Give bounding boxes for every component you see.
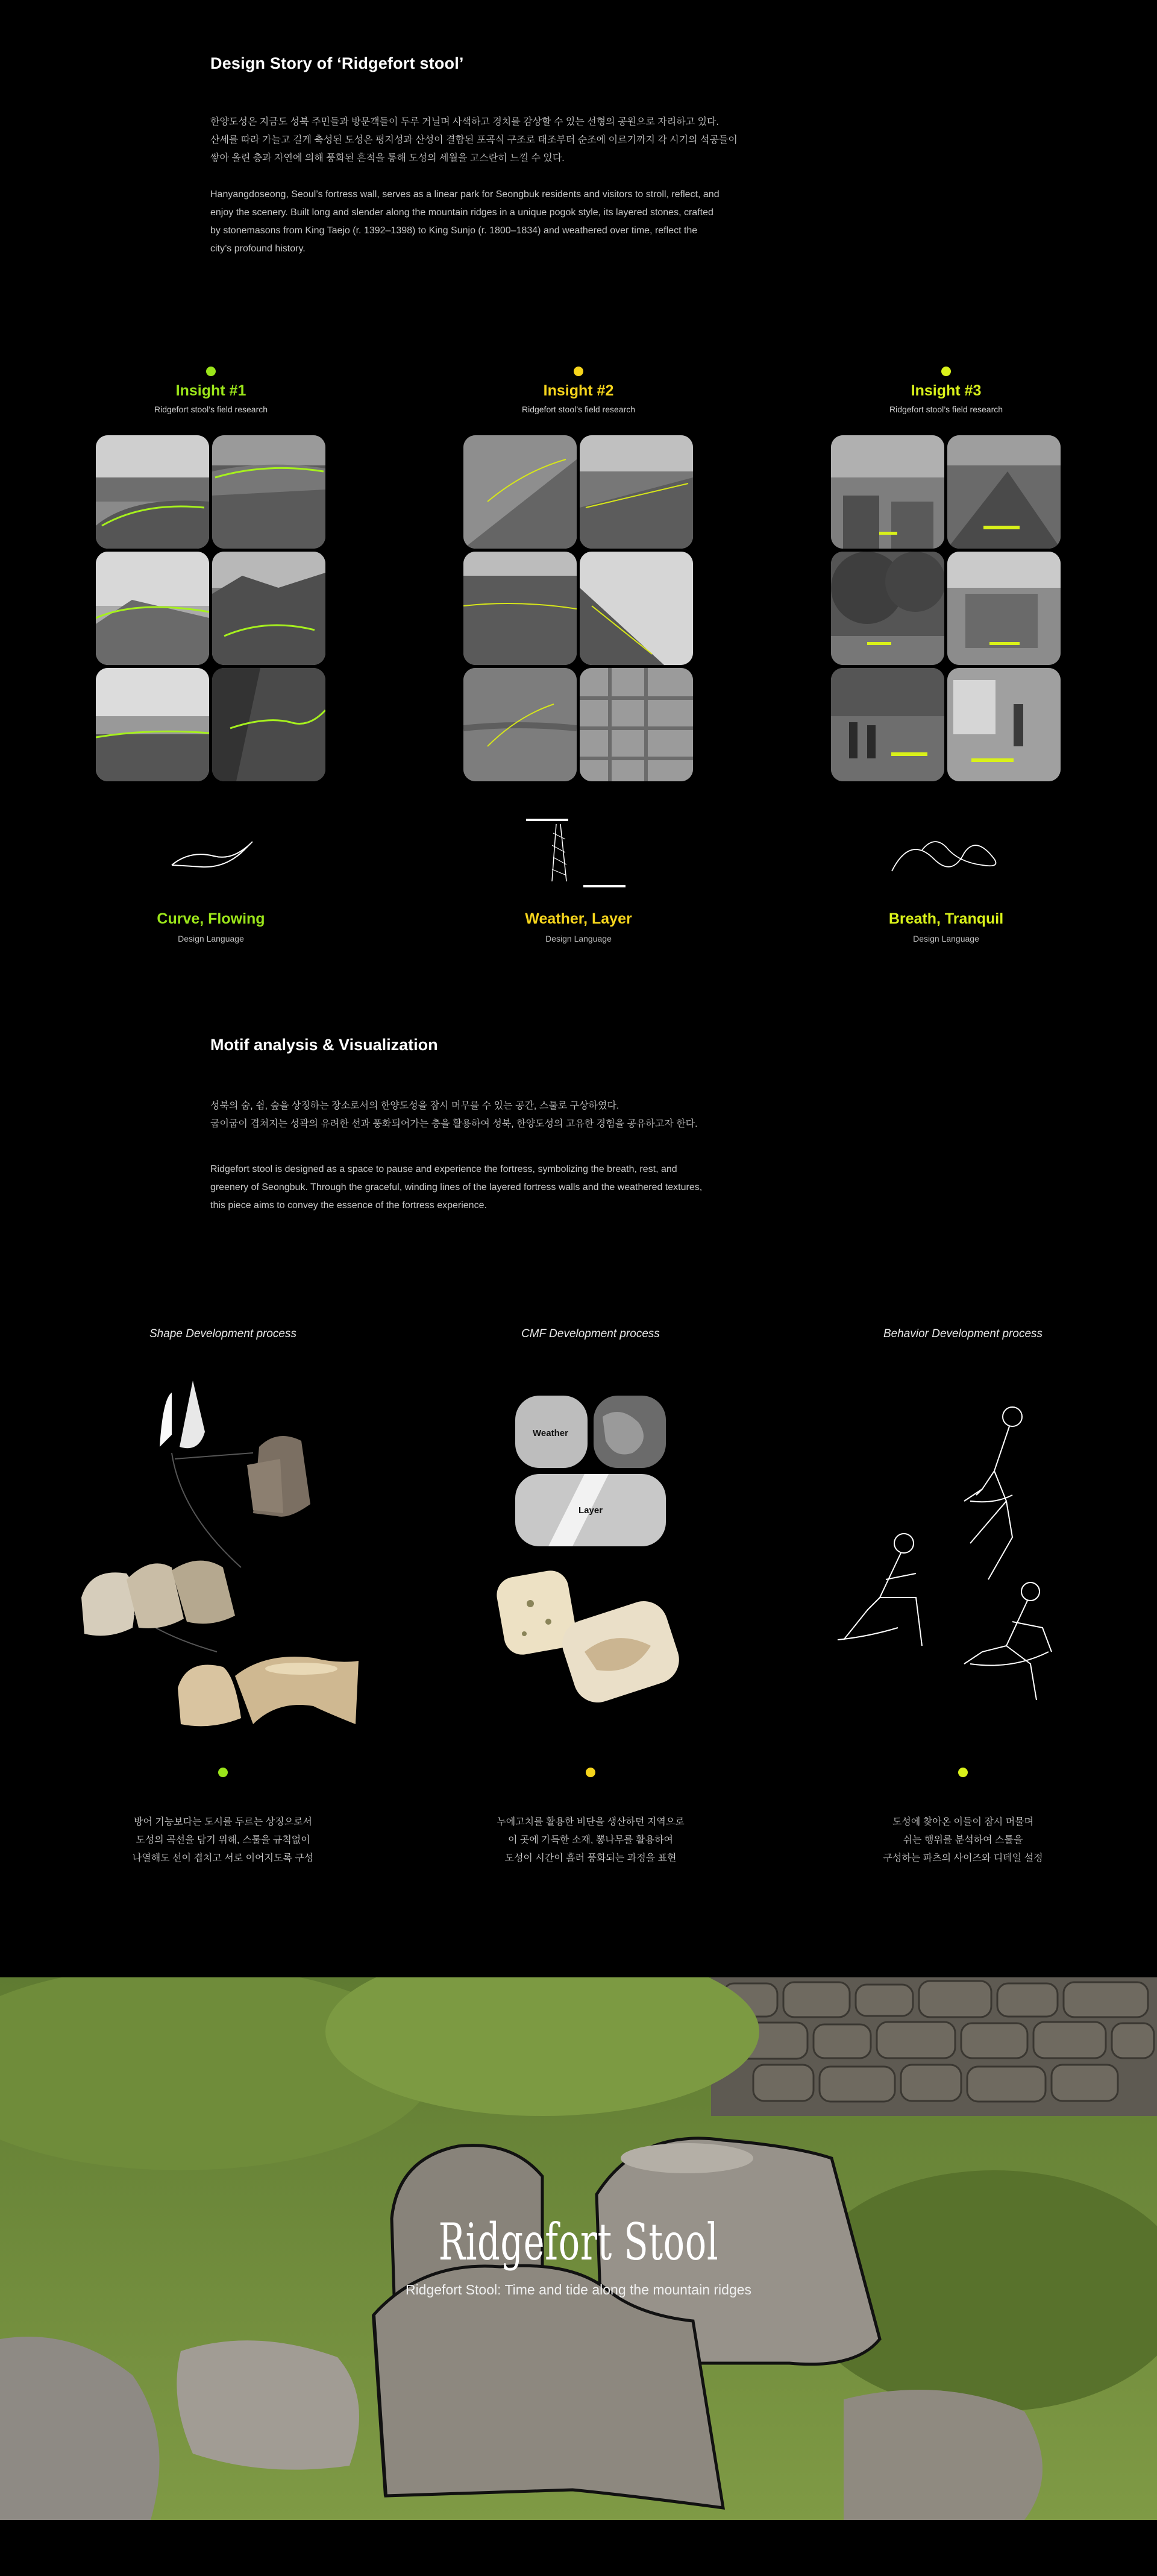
- breath-sketch-icon: [886, 823, 1006, 889]
- story-ko-line: 산세를 따라 가늘고 길게 축성된 도성은 평지성과 산성이 결합된 포곡식 구조로 태조부터 순조에 이르기까지 각 시기의 석공들이: [210, 135, 738, 145]
- insight-3-photo-grid: [831, 435, 1061, 781]
- motif-en-line: greenery of Seongbuk. Through the graceful, winding lines of the layered fortress walls and the weathered textures,: [210, 1182, 703, 1192]
- language-curve-title: Curve, Flowing: [157, 910, 265, 927]
- field-photo: [831, 552, 944, 665]
- field-photo: [831, 435, 944, 549]
- insight-1-photo-grid: [96, 435, 325, 781]
- hero-subtitle: Ridgefort Stool: Time and tide along the mountain ridges: [405, 2282, 752, 2297]
- story-en-line: by stonemasons from King Taejo (r. 1392–1398) to King Sunjo (r. 1800–1834) and weathered over time, reflect the: [210, 225, 698, 236]
- language-breath: [829, 910, 1064, 943]
- behavior-text-line: 쉬는 행위를 분석하여 스툴을: [903, 1835, 1023, 1845]
- hero-title: Ridgefort Stool: [438, 2212, 719, 2272]
- field-photo: [947, 668, 1061, 781]
- insight-1-dot: [206, 367, 216, 376]
- field-photo: [831, 668, 944, 781]
- insight-2-subtitle: Ridgefort stool’s field research: [521, 405, 636, 414]
- insight-3-subtitle: Ridgefort stool’s field research: [889, 405, 1003, 414]
- shape-text-line: 방어 기능보다는 도시를 두르는 상징으로서: [134, 1817, 312, 1827]
- insight-2-title: Insight #2: [543, 382, 614, 399]
- insight-1-title: Insight #1: [175, 382, 246, 399]
- motif-ko-line: 굽이굽이 겹쳐지는 성곽의 유려한 선과 풍화되어가는 층을 활용하여 성북, 한양도성의 고유한 경험을 공유하고자 한다.: [210, 1119, 698, 1129]
- field-photo: [96, 552, 209, 665]
- field-photo: [463, 552, 577, 665]
- cmf-text-line: 이 곳에 가득한 소재, 뽕나무를 활용하여: [508, 1835, 673, 1845]
- hero-image: [0, 1977, 1157, 2520]
- shape-process-dot: [218, 1768, 228, 1777]
- field-photo: [212, 552, 325, 665]
- insight-2-header: [461, 367, 696, 414]
- behavior-development-illustration: [832, 1399, 1085, 1736]
- field-photo: [580, 552, 693, 665]
- behavior-process-text: [812, 1813, 1114, 1868]
- behavior-text-line: 도성에 찾아온 이들이 잠시 머물며: [892, 1817, 1034, 1827]
- motif-en-line: Ridgefort stool is designed as a space to pause and experience the fortress, symbolizing the breath, rest, and: [210, 1164, 677, 1174]
- motif-en-line: this piece aims to convey the essence of the fortress experience.: [210, 1200, 487, 1211]
- insight-2-photo-grid: [463, 435, 693, 781]
- cmf-development-illustration: [494, 1393, 687, 1706]
- cmf-text-line: 누에고치를 활용한 비단을 생산하던 지역으로: [497, 1817, 685, 1827]
- field-photo: [580, 668, 693, 781]
- insight-2-dot: [574, 367, 583, 376]
- field-photo: [96, 435, 209, 549]
- cmf-process-text: [440, 1813, 741, 1868]
- language-weather-title: Weather, Layer: [525, 910, 632, 927]
- language-breath-subtitle: Design Language: [913, 934, 979, 943]
- cmf-process-dot: [586, 1768, 595, 1777]
- shape-text-line: 도성의 곡선을 담기 위해, 스툴을 규칙없이: [136, 1835, 310, 1845]
- story-korean-text: [210, 113, 741, 168]
- behavior-process-title: Behavior Development process: [883, 1327, 1043, 1340]
- shape-process-title: Shape Development process: [149, 1327, 296, 1340]
- language-weather: [461, 910, 696, 943]
- field-photo: [947, 552, 1061, 665]
- story-english-text: [210, 186, 741, 258]
- cmf-layer-label: Layer: [578, 1505, 603, 1516]
- story-ko-line: 쌓아 올린 층과 자연에 의해 풍화된 흔적을 통해 도성의 세월을 고스란히 느낄 수 있다.: [210, 153, 565, 163]
- field-photo: [463, 668, 577, 781]
- behavior-process-dot: [958, 1768, 968, 1777]
- layer-sketch-icon: [523, 815, 632, 893]
- insight-3-header: [829, 367, 1064, 414]
- motif-ko-line: 성북의 숨, 쉼, 숲을 상징하는 장소로서의 한양도성을 잠시 머무를 수 있는 공간, 스툴로 구상하였다.: [210, 1101, 619, 1111]
- story-ko-line: 한양도성은 지금도 성북 주민들과 방문객들이 두루 거닐며 사색하고 경치를 감상할 수 있는 선형의 공원으로 자리하고 있다.: [210, 117, 719, 127]
- field-photo: [580, 435, 693, 549]
- motif-korean-text: [210, 1097, 741, 1133]
- cmf-process-title: CMF Development process: [521, 1327, 660, 1340]
- shape-development-illustration: [72, 1375, 386, 1736]
- language-weather-subtitle: Design Language: [545, 934, 612, 943]
- cmf-weather-label: Weather: [533, 1428, 568, 1438]
- field-photo: [96, 668, 209, 781]
- insight-3-title: Insight #3: [911, 382, 982, 399]
- story-en-line: enjoy the scenery. Built long and slender along the mountain ridges in a unique pogok style, its layered stones, crafted: [210, 207, 713, 218]
- field-photo: [212, 668, 325, 781]
- language-breath-title: Breath, Tranquil: [888, 910, 1004, 927]
- behavior-text-line: 구성하는 파츠의 사이즈와 디테일 설정: [883, 1853, 1043, 1863]
- shape-process-text: [72, 1813, 374, 1868]
- shape-text-line: 나열해도 선이 겹치고 서로 이어지도록 구성: [132, 1853, 314, 1863]
- field-photo: [212, 435, 325, 549]
- story-en-line: city’s profound history.: [210, 244, 306, 254]
- cmf-text-line: 도성이 시간이 흘러 풍화되는 과정을 표현: [504, 1853, 677, 1863]
- language-curve-subtitle: Design Language: [178, 934, 244, 943]
- story-title: Design Story of ‘Ridgefort stool’: [210, 54, 464, 72]
- motif-english-text: [210, 1160, 741, 1215]
- insight-1-subtitle: Ridgefort stool’s field research: [154, 405, 268, 414]
- story-en-line: Hanyangdoseong, Seoul’s fortress wall, serves as a linear park for Seongbuk residents and visitors to stroll, reflect, and: [210, 189, 720, 200]
- curve-sketch-icon: [166, 832, 262, 880]
- field-photo: [947, 435, 1061, 549]
- language-curve: [93, 910, 328, 943]
- field-photo: [463, 435, 577, 549]
- insight-3-dot: [941, 367, 951, 376]
- insight-1-header: [93, 367, 328, 414]
- motif-title: Motif analysis & Visualization: [210, 1036, 438, 1054]
